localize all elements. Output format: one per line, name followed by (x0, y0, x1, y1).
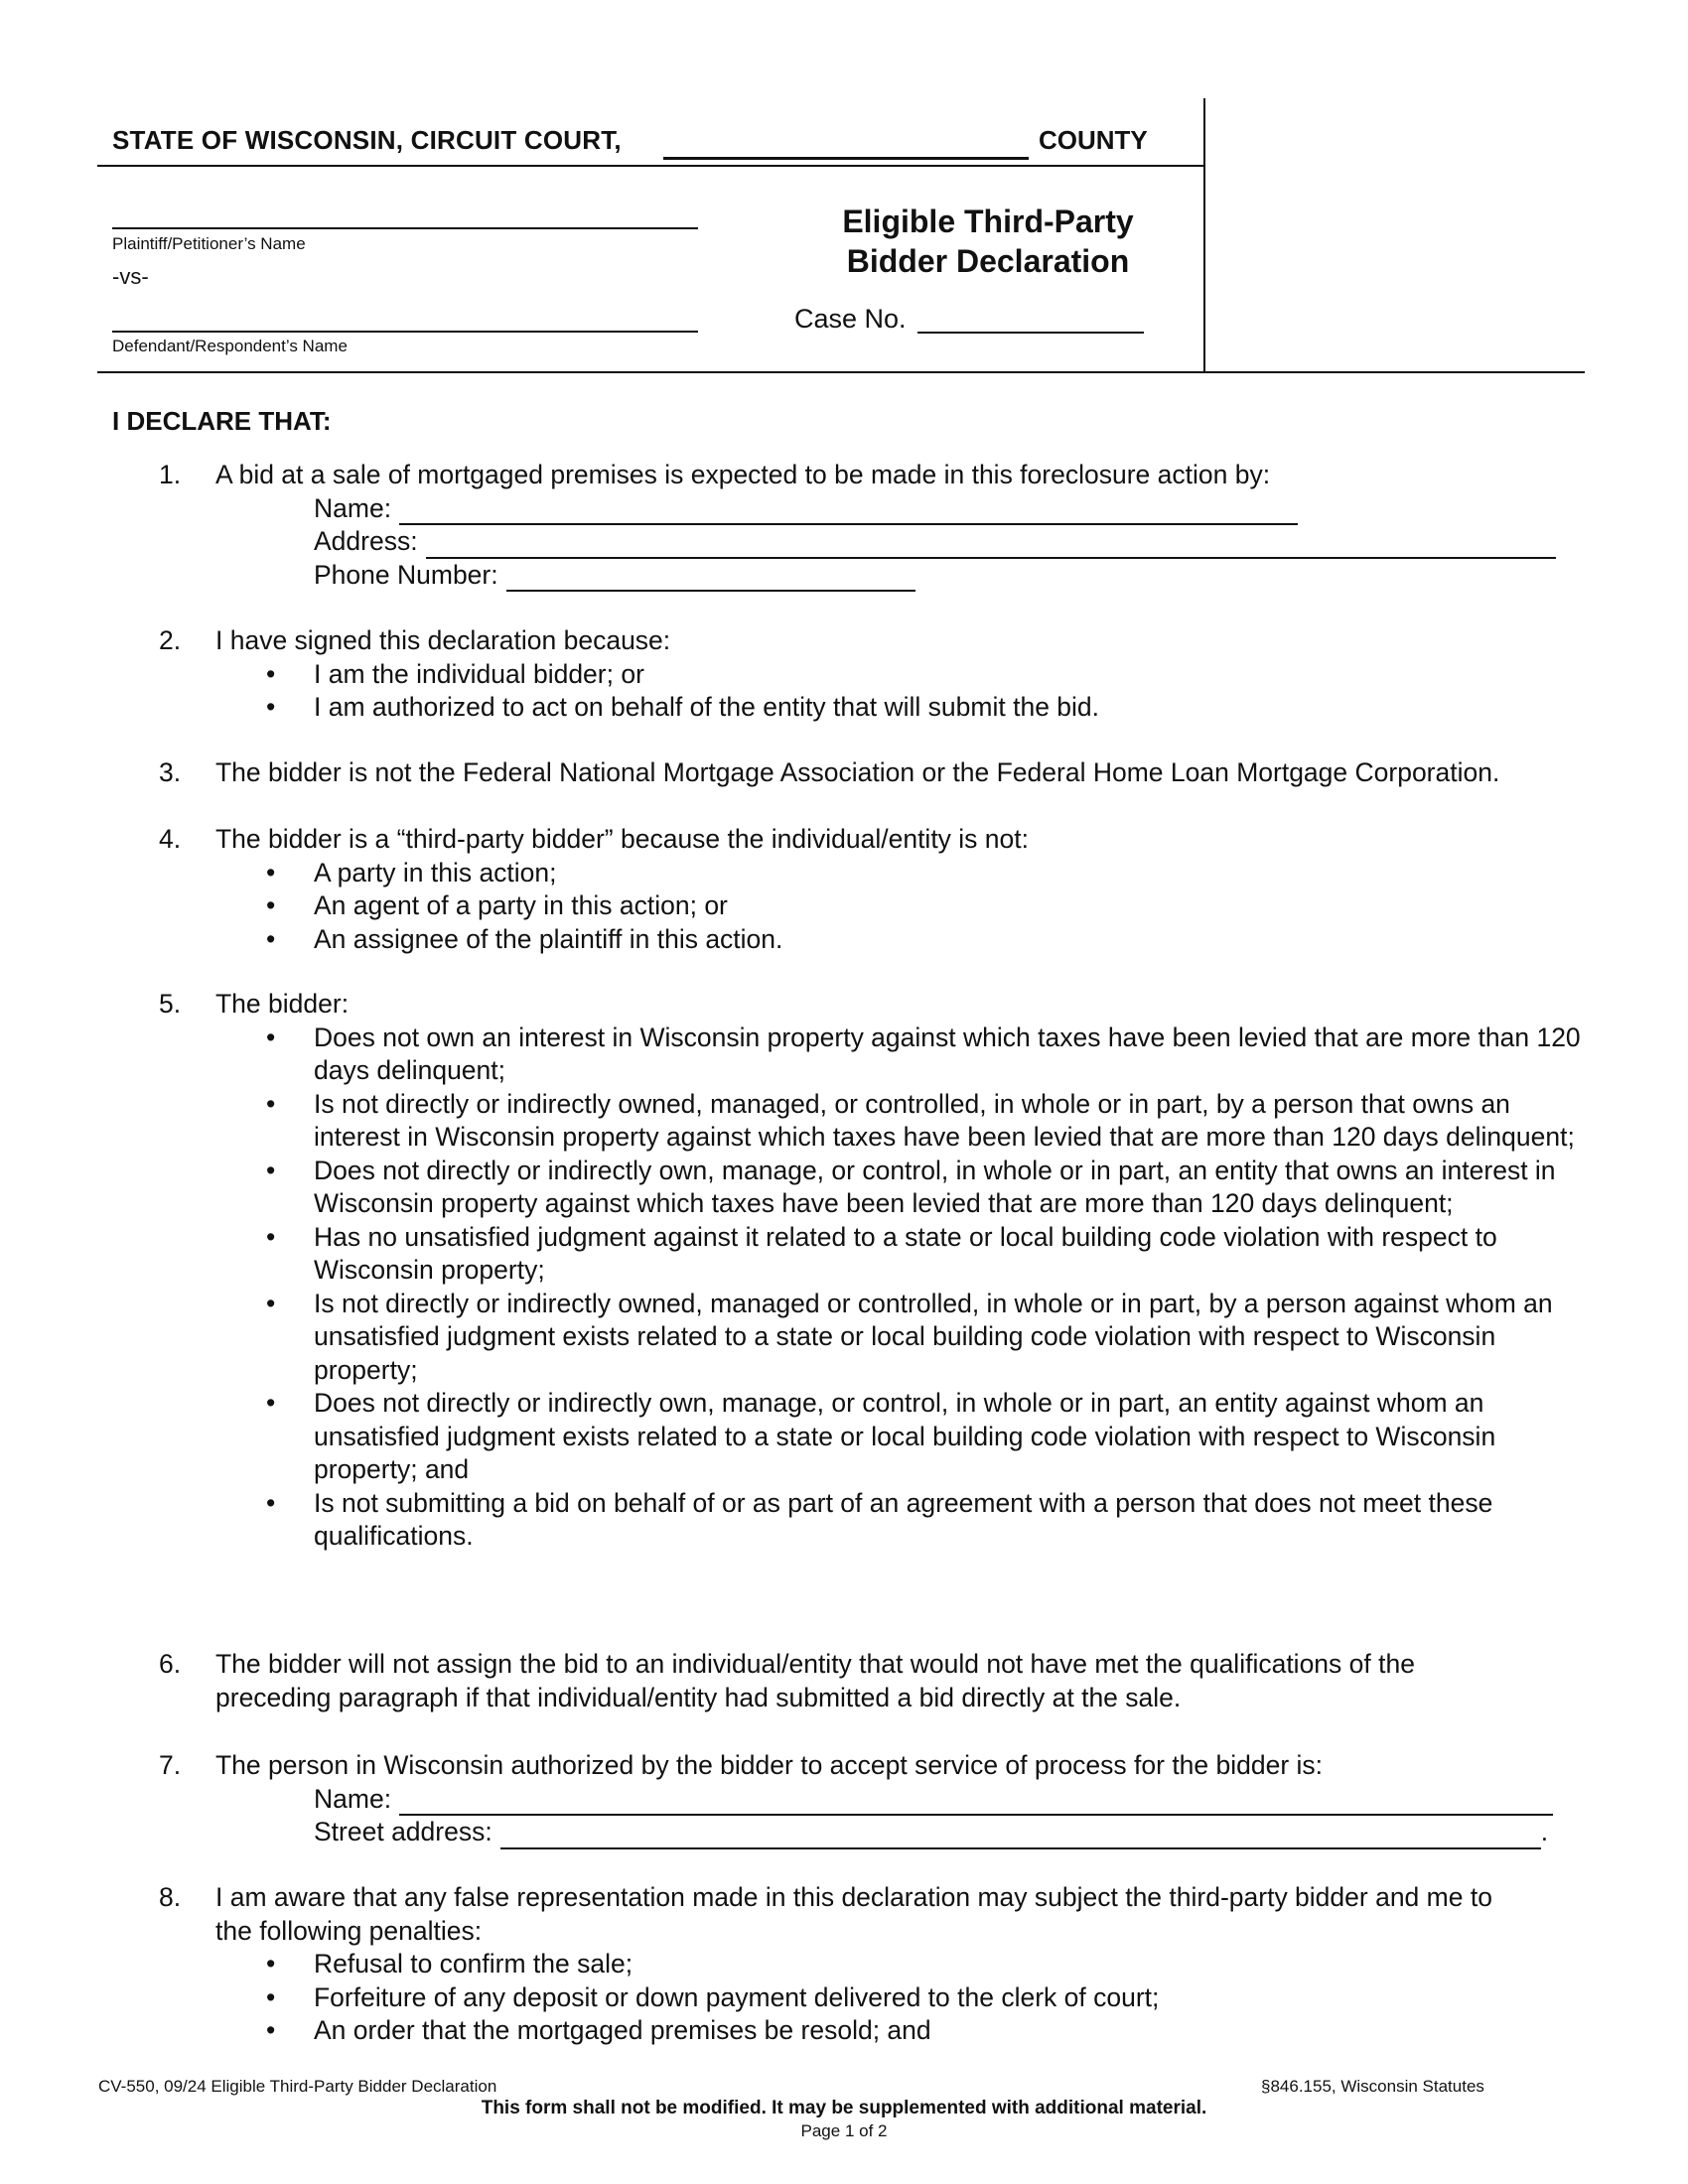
bullet-icon: • (266, 658, 276, 689)
form-title-line-2: Bidder Declaration (846, 243, 1130, 279)
bullet-icon: • (266, 857, 276, 887)
agent-street-field[interactable] (500, 1823, 1541, 1849)
bidder-phone-row (314, 559, 1589, 593)
item-3-text: The bidder is not the Federal National Mortgage Association or the Federal Home Loan Mortgage Corporation. (215, 757, 1500, 787)
bidder-address-row (314, 525, 1589, 559)
list-item: • Forfeiture of any deposit or down payment delivered to the clerk of court; (314, 1981, 1589, 2015)
bullet-icon: • (266, 692, 276, 722)
footer-statute: §846.155, Wisconsin Statutes (1261, 2077, 1484, 2096)
item-4-number: 4. (159, 824, 182, 854)
item-4 (159, 823, 1589, 956)
bullet-icon: • (266, 1388, 276, 1418)
item-2-number: 2. (159, 625, 182, 655)
list-item: • I am authorized to act on behalf of the entity that will submit the bid. (314, 691, 1589, 725)
footer-notice: This form shall not be modified. It may be supplemented with additional material. (481, 2098, 1207, 2118)
list-item: • Refusal to confirm the sale; (314, 1948, 1589, 1981)
bidder-phone-field[interactable] (506, 565, 915, 592)
bullet-icon: • (266, 1155, 276, 1185)
agent-name-row (314, 1783, 1589, 1817)
bidder-phone-label: Phone Number: (314, 559, 498, 590)
bidder-name-row (314, 492, 1589, 526)
agent-name-field[interactable] (399, 1789, 1553, 1816)
caption-bottom-rule (97, 371, 1585, 373)
form-title-line-1: Eligible Third-Party (842, 204, 1134, 239)
bullet-icon: • (266, 1288, 276, 1318)
bullet-icon: • (266, 1981, 276, 2012)
list-item: • Is not directly or indirectly owned, managed or controlled, in whole or in part, by a person against whom an unsatisfied judgment exists related to a state or local building code violation with respect to Wisconsin property; (266, 1288, 1553, 1385)
bullet-icon: • (266, 2015, 276, 2045)
plaintiff-name-field[interactable] (112, 227, 698, 229)
court-title: STATE OF WISCONSIN, CIRCUIT COURT, (112, 125, 622, 155)
list-item: • An order that the mortgaged premises be resold; and (314, 2014, 1589, 2048)
footer-page-number: Page 1 of 2 (800, 2121, 888, 2140)
item-2 (159, 624, 1589, 725)
item-7-text: The person in Wisconsin authorized by the bidder to accept service of process for the bidder is: (215, 1750, 1324, 1780)
bullet-icon: • (266, 923, 276, 954)
list-item: • I am the individual bidder; or (314, 658, 1589, 692)
item-8-text: I am aware that any false representation made in this declaration may subject the third-party bidder and me to the following penalties: (215, 1882, 1492, 1946)
county-field[interactable] (663, 157, 1029, 160)
bidder-name-field[interactable] (399, 498, 1298, 525)
plaintiff-label: Plaintiff/Petitioner’s Name (112, 234, 306, 253)
item-5-text: The bidder: (215, 989, 350, 1019)
item-6-number: 6. (159, 1649, 182, 1679)
item-1-number: 1. (159, 460, 182, 489)
list-item: • Has no unsatisfied judgment against it related to a state or local building code violation with respect to Wisconsin property; (266, 1221, 1497, 1285)
item-8 (159, 1881, 1589, 2048)
bidder-name-label: Name: (314, 492, 392, 523)
item-7 (159, 1749, 1589, 1849)
caption-top-rule (97, 165, 1203, 167)
agent-street-label: Street address: (314, 1817, 492, 1846)
item-2-text: I have signed this declaration because: (215, 625, 671, 655)
defendant-label: Defendant/Respondent’s Name (112, 337, 348, 355)
bullet-icon: • (266, 1487, 276, 1518)
list-item: • Does not own an interest in Wisconsin property against which taxes have been levied that are more than 120 days delinquent; (266, 1022, 1581, 1085)
item-3 (159, 756, 1589, 790)
bidder-address-label: Address: (314, 526, 418, 556)
defendant-name-field[interactable] (112, 331, 698, 333)
item-8-number: 8. (159, 1882, 182, 1912)
list-item: • An assignee of the plaintiff in this action. (314, 923, 1589, 957)
bullet-icon: • (266, 1949, 276, 1979)
county-label: COUNTY (1039, 125, 1148, 155)
bullet-icon: • (266, 1088, 276, 1119)
bullet-icon: • (266, 1022, 276, 1052)
agent-street-row (314, 1816, 1589, 1849)
item-1 (159, 459, 1589, 592)
item-1-text: A bid at a sale of mortgaged premises is expected to be made in this foreclosure action by: (215, 460, 1271, 489)
footer-form-id: CV-550, 09/24 Eligible Third-Party Bidder Declaration (98, 2077, 497, 2096)
list-item: • Is not submitting a bid on behalf of or as part of an agreement with a person that does not meet these qualifications. (266, 1487, 1493, 1551)
item-7-number: 7. (159, 1750, 182, 1780)
list-item: • Does not directly or indirectly own, manage, or control, in whole or in part, an entity that owns an interest in Wisconsin property against which taxes have been levied that are more than 120 days delinquent; (266, 1155, 1556, 1218)
list-item: • An agent of a party in this action; or (314, 889, 1589, 923)
case-no-field[interactable] (917, 332, 1144, 334)
agent-name-label: Name: (314, 1783, 392, 1814)
bidder-address-field[interactable] (426, 532, 1556, 559)
item-5 (159, 988, 1589, 1554)
item-3-number: 3. (159, 757, 182, 787)
bullet-icon: • (266, 890, 276, 920)
declare-heading: I DECLARE THAT: (112, 406, 332, 436)
list-item: • A party in this action; (314, 857, 1589, 890)
street-end-period: . (1540, 1817, 1549, 1846)
case-no-label: Case No. (794, 304, 907, 334)
bullet-icon: • (266, 1221, 276, 1252)
item-5-number: 5. (159, 989, 182, 1019)
item-6 (159, 1648, 1589, 1714)
versus-label: -vs- (112, 264, 149, 289)
list-item: • Does not directly or indirectly own, manage, or control, in whole or in part, an entity against whom an unsatisfied judgment exists related to a state or local building code violation with respect to Wisconsin property; and (266, 1388, 1496, 1484)
form-title (755, 202, 1221, 281)
list-item: • Is not directly or indirectly owned, managed, or controlled, in whole or in part, by a person that owns an interest in Wisconsin property against which taxes have been levied that are more than 120 days delinquent; (266, 1088, 1575, 1152)
item-4-text: The bidder is a “third-party bidder” because the individual/entity is not: (215, 824, 1029, 854)
item-6-text: The bidder will not assign the bid to an individual/entity that would not have met the qualifications of the preceding paragraph if that individual/entity had submitted a bid directly at the sale. (215, 1649, 1415, 1712)
